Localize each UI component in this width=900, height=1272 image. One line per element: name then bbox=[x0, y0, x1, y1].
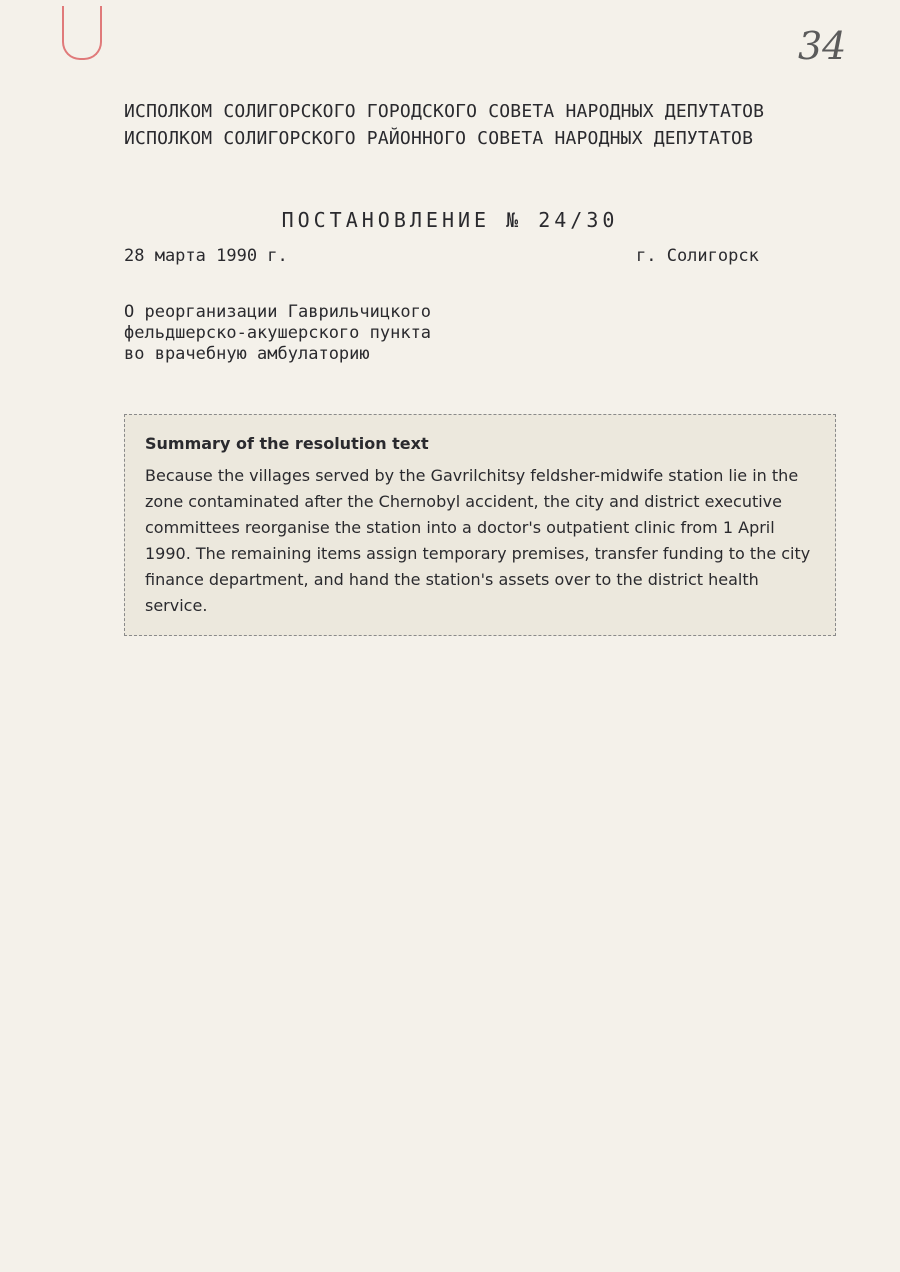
issuer-line-city: ИСПОЛКОМ СОЛИГОРСКОГО ГОРОДСКОГО СОВЕТА НАРОДНЫХ ДЕПУТАТОВ bbox=[124, 101, 765, 122]
archive-page-number: 34 bbox=[798, 24, 847, 68]
document-subject bbox=[124, 302, 431, 365]
subject-line: во врачебную амбулаторию bbox=[124, 344, 370, 364]
issuer-header bbox=[124, 98, 764, 152]
issuer-line-district: ИСПОЛКОМ СОЛИГОРСКОГО РАЙОННОГО СОВЕТА НАРОДНЫХ ДЕПУТАТОВ bbox=[124, 128, 754, 149]
document-title: ПОСТАНОВЛЕНИЕ № 24/30 bbox=[281, 208, 619, 232]
body-summary bbox=[124, 414, 836, 636]
summary-text: Because the villages served by the Gavrilchitsy feldsher-midwife station lie in the zone contaminated after the Chernobyl accident, the city and district executive committees reorganise the station into a doctor's outpatient clinic from 1 April 1990. The remaining items assign temporary premises, transfer funding to the city finance department, and hand the station's assets over to the district health service. bbox=[145, 466, 811, 615]
subject-line: О реорганизации Гаврильчицкого bbox=[124, 302, 432, 322]
document-place: г. Солигорск bbox=[636, 246, 759, 266]
subject-line: фельдшерско-акушерского пункта bbox=[124, 323, 432, 343]
summary-label: Summary of the resolution text bbox=[145, 434, 429, 453]
pencil-mark bbox=[62, 6, 102, 60]
document-date: 28 марта 1990 г. bbox=[124, 246, 288, 266]
